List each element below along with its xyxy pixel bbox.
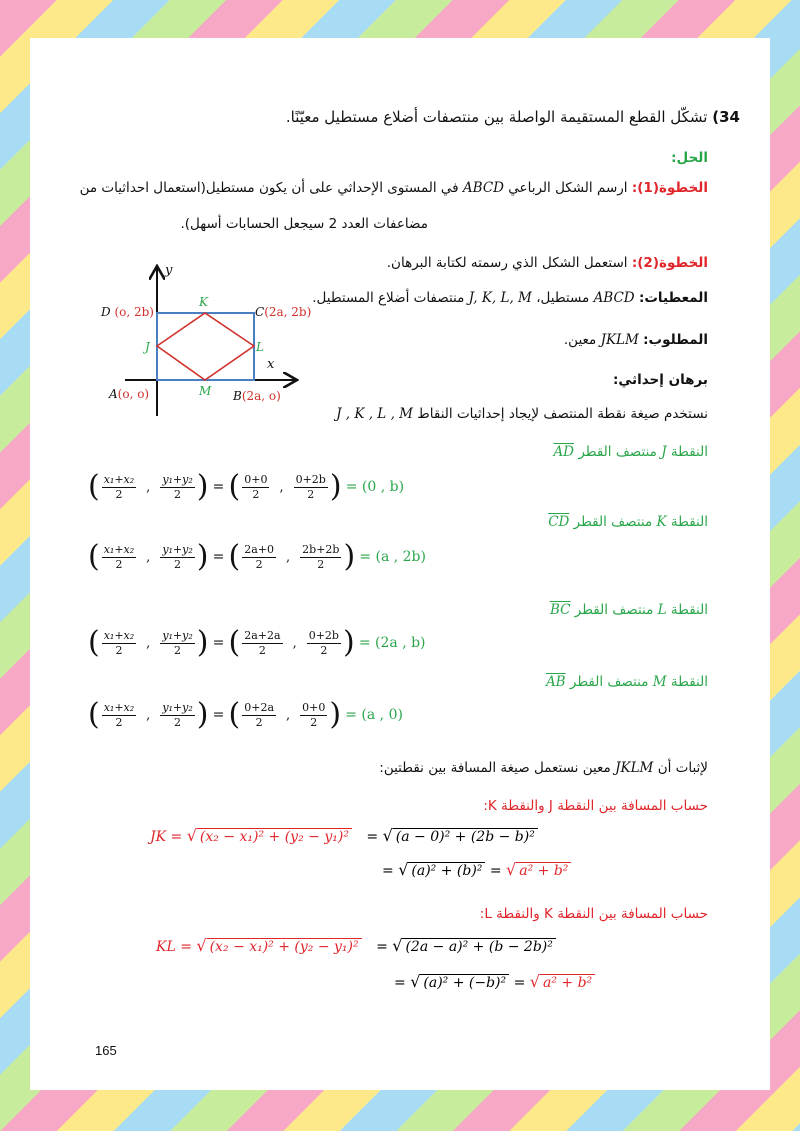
label-d — [100, 305, 154, 319]
formula-x: x₁+x₂ — [103, 542, 135, 556]
step1-label: الخطوة(1): — [631, 180, 708, 196]
sqrt-icon: √ — [392, 936, 403, 955]
midpoint-k-prefix: النقطة — [670, 514, 708, 530]
sqrt-icon: √ — [410, 972, 421, 991]
comma: , — [286, 707, 291, 723]
step1-text-a: ارسم الشكل الرباعي — [508, 180, 628, 196]
proof-intro-math: J , K , L , M — [336, 406, 413, 422]
midpoint-k-text: منتصف القطر — [573, 514, 653, 530]
label-k: K — [199, 295, 208, 309]
formula-den: 2 — [317, 557, 325, 571]
label-a-coord: (o, o) — [117, 387, 150, 401]
paren-close: ) — [196, 469, 209, 504]
formula-den: 2 — [310, 715, 318, 729]
dist-kl-step1: (2a − a)² + (b − 2b)² — [402, 938, 555, 955]
paren-close: ) — [329, 697, 342, 732]
required-math: JKLM — [600, 332, 639, 348]
given-text1: مستطيل، — [536, 290, 590, 306]
step1-math: ABCD — [462, 180, 504, 196]
problem-text: تشكّل القطع المستقيمة الواصلة بين منتصفات أضلاع مستطيل معيّنًا. — [285, 108, 708, 126]
given-label: المعطيات: — [638, 290, 708, 306]
sqrt-icon: √ — [196, 936, 207, 955]
given-line — [312, 290, 708, 306]
dist-jk-result: a² + b² — [516, 862, 571, 879]
midpoint-k-point: K — [656, 514, 667, 530]
paren-open: ( — [228, 469, 241, 504]
fraction — [102, 543, 136, 572]
step2-label: الخطوة(2): — [631, 255, 708, 271]
fraction — [160, 701, 194, 730]
problem-number: 34) — [712, 108, 740, 126]
formula-y: y₁+y₂ — [162, 472, 193, 486]
y-axis-label: y — [165, 263, 173, 278]
formula-den: 2 — [115, 487, 123, 501]
formula-den: 2 — [252, 487, 260, 501]
equals: = — [212, 549, 225, 565]
midpoint-k-n1: 2a+0 — [244, 542, 275, 556]
formula-y: y₁+y₂ — [162, 628, 193, 642]
paren-open: ( — [88, 469, 100, 504]
formula-den: 2 — [320, 643, 328, 657]
label-a — [108, 387, 149, 401]
label-c-name: C — [255, 305, 265, 319]
midpoint-j-text: منتصف القطر — [578, 444, 657, 460]
equals: = — [212, 635, 225, 651]
dist-kl-result: a² + b² — [540, 974, 595, 991]
equals: = — [212, 707, 225, 723]
midpoint-j-n1: 0+0 — [244, 472, 268, 486]
formula-den: 2 — [258, 643, 266, 657]
formula-den: 2 — [307, 487, 315, 501]
comma: , — [286, 549, 291, 565]
midpoint-l-text: منتصف القطر — [574, 602, 654, 618]
formula-x: x₁+x₂ — [103, 628, 135, 642]
fraction — [102, 629, 136, 658]
coordinate-figure — [95, 260, 345, 420]
fraction — [160, 629, 194, 658]
dist-jk-heading: حساب المسافة بين النقطة J والنقطة K: — [483, 798, 708, 814]
label-d-coord: (o, 2b) — [114, 305, 154, 319]
midpoint-l-prefix: النقطة — [670, 602, 708, 618]
proof-intro-text: نستخدم صيغة نقطة المنتصف لإيجاد إحداثيات النقاط — [417, 406, 708, 422]
midpoint-j-heading — [553, 444, 708, 460]
fraction — [307, 629, 341, 658]
dist-jk-step2: (a)² + (b)² — [408, 862, 485, 879]
comma: , — [279, 479, 284, 495]
equals: = — [382, 863, 399, 879]
midpoint-k-equation — [88, 539, 426, 574]
formula-x: x₁+x₂ — [103, 700, 135, 714]
comma: , — [292, 635, 297, 651]
prove-text-a: لإثبات أن — [657, 760, 708, 776]
prove-line — [379, 760, 708, 776]
formula-den: 2 — [174, 487, 182, 501]
label-d-name: D — [101, 305, 111, 319]
dist-kl-line1 — [156, 936, 556, 955]
equals: = — [212, 479, 225, 495]
formula-den: 2 — [255, 557, 263, 571]
midpoint-l-equation — [88, 625, 426, 660]
comma: , — [146, 479, 151, 495]
given-text2: منتصفات أضلاع المستطيل. — [312, 290, 465, 306]
formula-den: 2 — [174, 557, 182, 571]
solution-label: الحل: — [671, 150, 708, 166]
midpoint-m-n1: 0+2a — [244, 700, 275, 714]
midpoint-m-prefix: النقطة — [670, 674, 708, 690]
midpoint-j-point: J — [661, 444, 667, 460]
midpoint-j-n2: 0+2b — [295, 472, 326, 486]
equals: = — [489, 863, 507, 879]
rectangle-abcd — [157, 313, 254, 380]
midpoint-m-equation — [88, 697, 403, 732]
paren-open: ( — [88, 697, 100, 732]
midpoint-l-n2: 0+2b — [308, 628, 339, 642]
sqrt-icon: √ — [398, 860, 409, 879]
midpoint-k-segment: CD — [548, 514, 570, 530]
midpoint-k-result: = (a , 2b) — [359, 549, 426, 565]
paren-open: ( — [88, 539, 100, 574]
step2-text: استعمل الشكل الذي رسمته لكتابة البرهان. — [386, 255, 628, 271]
midpoint-l-segment: BC — [549, 602, 571, 618]
problem-statement — [286, 108, 740, 126]
page-number: 165 — [95, 1043, 117, 1058]
label-c — [255, 305, 311, 319]
dist-kl-heading: حساب المسافة بين النقطة K والنقطة L: — [479, 906, 708, 922]
sqrt-icon: √ — [506, 860, 517, 879]
proof-label: برهان إحداثي: — [612, 372, 708, 388]
prove-math: JKLM — [615, 760, 654, 776]
comma: , — [146, 549, 151, 565]
x-axis-label: x — [267, 357, 275, 372]
formula-y: y₁+y₂ — [162, 700, 193, 714]
dist-kl-line2 — [394, 972, 595, 991]
dist-jk-line1 — [150, 826, 538, 845]
paren-close: ) — [342, 625, 355, 660]
fraction — [160, 543, 194, 572]
formula-den: 2 — [115, 715, 123, 729]
paren-open: ( — [228, 697, 241, 732]
equals: = — [394, 975, 411, 991]
midpoint-j-equation — [88, 469, 405, 504]
label-b-coord: (2a, o) — [241, 389, 281, 403]
given-math1: ABCD — [593, 290, 635, 306]
dist-jk-line2 — [382, 860, 571, 879]
comma: , — [146, 707, 151, 723]
equals: = — [513, 975, 530, 991]
formula-den: 2 — [174, 715, 182, 729]
fraction — [294, 473, 328, 502]
midpoint-m-text: منتصف القطر — [569, 674, 649, 690]
fraction — [242, 629, 282, 658]
fraction — [102, 473, 136, 502]
label-a-name: A — [109, 387, 118, 401]
midpoint-m-point: M — [652, 674, 667, 690]
midpoint-m-segment: AB — [545, 674, 566, 690]
midpoint-m-result: = (a , 0) — [345, 707, 403, 723]
formula-x: x₁+x₂ — [103, 472, 135, 486]
sqrt-icon: √ — [529, 972, 540, 991]
dist-jk-formula: (x₂ − x₁)² + (y₂ − y₁)² — [197, 828, 352, 845]
sqrt-icon: √ — [186, 826, 197, 845]
paren-open: ( — [228, 625, 241, 660]
comma: , — [146, 635, 151, 651]
midpoint-l-point: L — [657, 602, 667, 618]
formula-y: y₁+y₂ — [162, 542, 193, 556]
prove-text-b: معين نستعمل صيغة المسافة بين نقطتين: — [379, 760, 611, 776]
fraction — [300, 543, 341, 572]
midpoint-k-heading — [548, 514, 708, 530]
label-b-name: B — [233, 389, 242, 403]
label-m: M — [199, 384, 212, 398]
midpoint-l-result: = (2a , b) — [358, 635, 426, 651]
midpoint-j-prefix: النقطة — [670, 444, 708, 460]
step2-line — [387, 255, 708, 271]
fraction — [300, 701, 327, 730]
fraction — [242, 543, 276, 572]
paren-open: ( — [88, 625, 100, 660]
label-c-coord: (2a, 2b) — [264, 305, 312, 319]
midpoint-k-n2: 2b+2b — [302, 542, 340, 556]
paren-close: ) — [196, 539, 209, 574]
equals: = — [366, 829, 383, 845]
fraction — [160, 473, 194, 502]
fraction — [242, 473, 269, 502]
proof-intro — [336, 406, 708, 422]
formula-den: 2 — [255, 715, 263, 729]
paren-close: ) — [196, 697, 209, 732]
paren-close: ) — [329, 469, 342, 504]
dist-kl-step2: (a)² + (−b)² — [420, 974, 509, 991]
midpoint-m-heading — [546, 674, 708, 690]
paren-open: ( — [228, 539, 241, 574]
formula-den: 2 — [115, 557, 123, 571]
dist-jk-lhs: JK = — [150, 829, 187, 845]
rhombus-jklm — [157, 313, 254, 380]
midpoint-j-segment: AD — [553, 444, 575, 460]
formula-den: 2 — [115, 643, 123, 657]
formula-den: 2 — [174, 643, 182, 657]
paren-close: ) — [196, 625, 209, 660]
required-line — [564, 332, 708, 348]
dist-kl-formula: (x₂ − x₁)² + (y₂ − y₁)² — [207, 938, 362, 955]
dist-kl-lhs: KL = — [156, 939, 197, 955]
midpoint-m-n2: 0+0 — [302, 700, 326, 714]
midpoint-l-heading — [550, 602, 708, 618]
fraction — [102, 701, 136, 730]
label-l: L — [256, 340, 264, 354]
step1-line2: مضاعفات العدد 2 سيجعل الحسابات أسهل). — [180, 216, 428, 232]
step1-text-b: في المستوى الإحداثي على أن يكون مستطيل(استعمال احداثيات من — [79, 180, 459, 196]
midpoint-j-result: = (0 , b) — [345, 479, 405, 495]
label-j: J — [145, 340, 150, 354]
required-label: المطلوب: — [643, 332, 708, 348]
step1-line1 — [80, 180, 708, 196]
fraction — [242, 701, 276, 730]
paren-close: ) — [343, 539, 356, 574]
given-math2: J, K, L, M — [468, 290, 532, 306]
dist-jk-step1: (a − 0)² + (2b − b)² — [393, 828, 538, 845]
sqrt-icon: √ — [382, 826, 393, 845]
label-b — [232, 389, 281, 403]
equals: = — [376, 939, 393, 955]
page — [30, 38, 770, 1090]
required-text: معين. — [563, 332, 597, 348]
midpoint-l-n1: 2a+2a — [244, 628, 281, 642]
